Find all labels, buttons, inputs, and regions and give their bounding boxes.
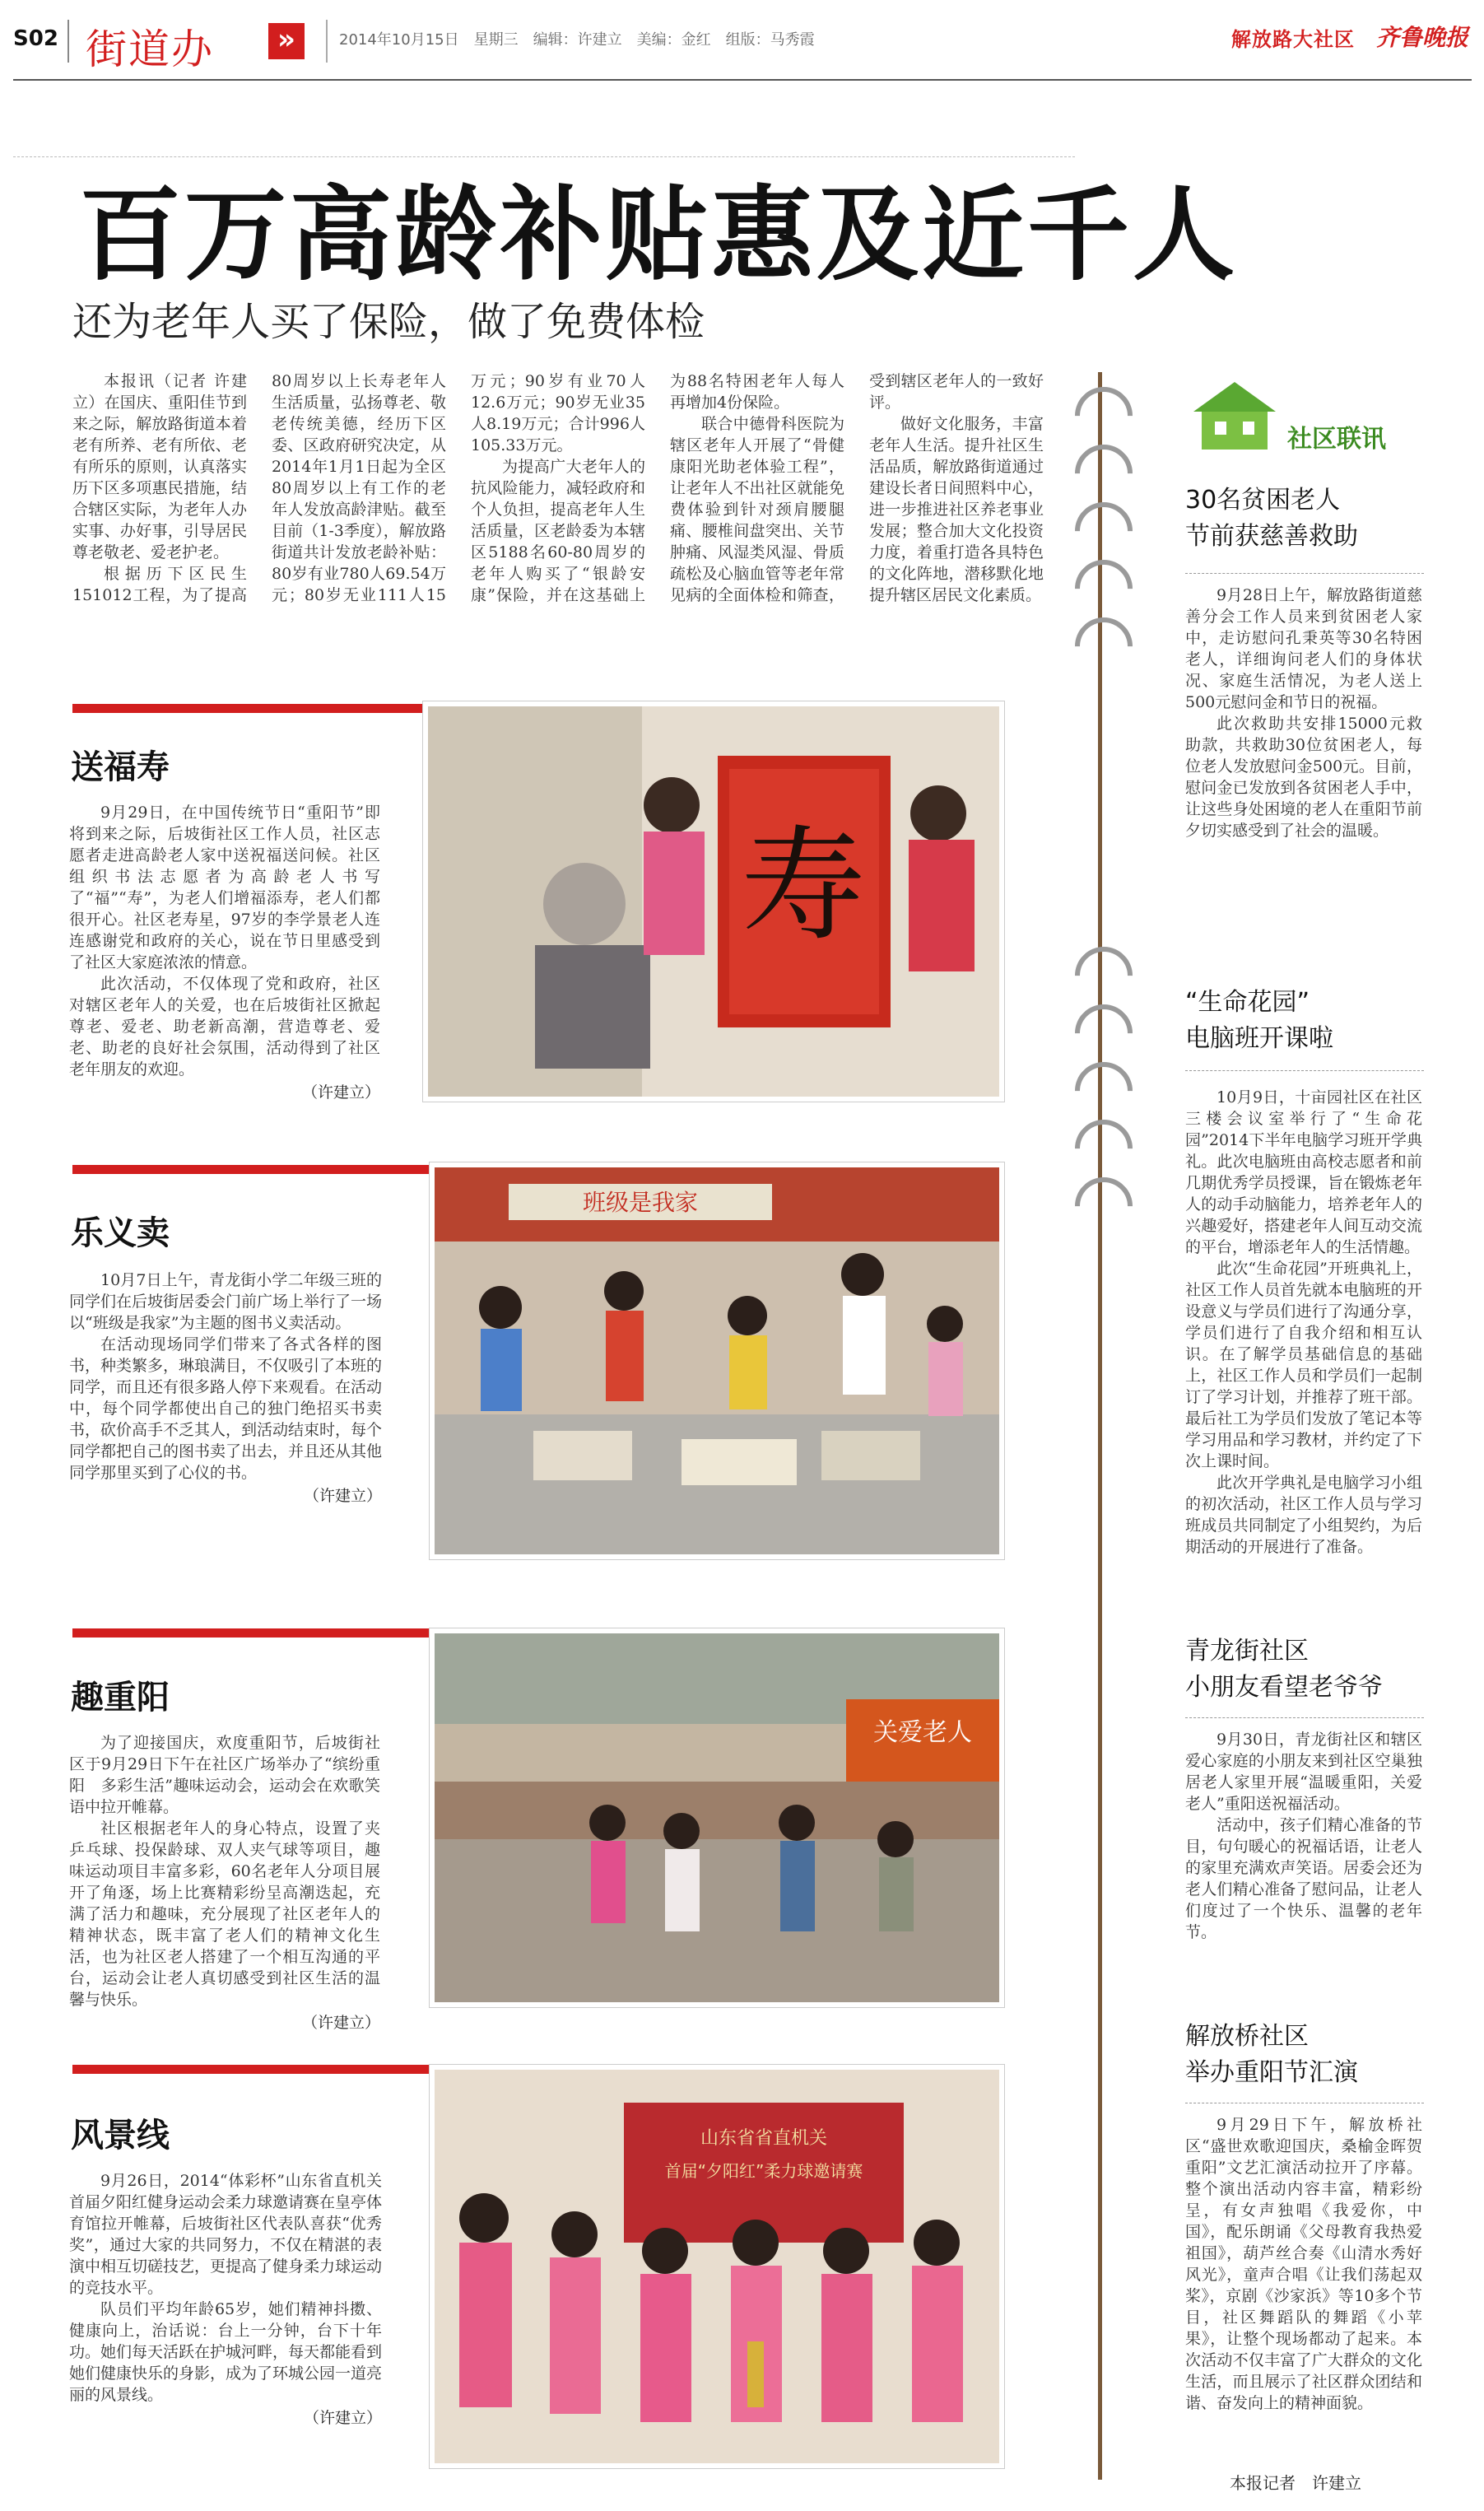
subheadline: 还为老年人买了保险，做了免费体检 bbox=[72, 299, 705, 345]
headline: 百万高龄补贴惠及近千人 bbox=[79, 176, 1239, 295]
byline: （许建立） bbox=[301, 1083, 380, 1102]
section-body-2 bbox=[69, 1269, 382, 1507]
photo-banner-text: 班级是我家 bbox=[582, 1189, 699, 1216]
header-rule-thin bbox=[13, 156, 1075, 158]
paragraph: 为了迎接国庆，欢度重阳节，后坡街社区于9月29日下午在社区广场举办了“缤纷重阳 多彩生活”趣味运动会，运动会在欢歌笑语中拉开帷幕。 bbox=[69, 1734, 380, 1816]
paragraph: 10月7日上午，青龙街小学二年级三班的同学们在后坡街居委会门前广场上举行了一场以“班级是我家”为主题的图书义卖活动。 bbox=[69, 1271, 383, 1332]
header-meta: 2014年10月15日 星期三 编辑：许建立 美编：金红 组版：马秀霞 bbox=[339, 31, 815, 49]
header-divider-left bbox=[67, 20, 69, 63]
section-body-3 bbox=[69, 1732, 380, 2033]
paragraph: 联合中德骨科医院为辖区老年人开展了“骨健康阳光助老体验工程”，让老年人不出社区就能免费体验到针对颈肩腰腿痛、腰椎间盘突出、关节肿痛、风湿类风湿、骨质疏松及心脑血管等老年常见病的全面体检和筛查，受到辖区老年人的一致好评。 bbox=[670, 372, 1044, 604]
section-title-1: 送福寿 bbox=[71, 748, 170, 786]
column-name: 解放路大社区 bbox=[1231, 28, 1355, 51]
side-rule-2 bbox=[1185, 1070, 1424, 1071]
paragraph: 社区根据老年人的身心特点，设置了夹乒乓球、投保龄球、双人夹气球等项目，趣味运动项目丰富多彩，60名老年人分项目展开了角逐，场上比赛精彩纷呈高潮迭起，充满了活力和趣味，充分展现了社区老年人的精神状态，既丰富了老人们的精神文化生活，也为社区老人搭建了一个相互沟通的平台，运动会让老人真切感受到社区生活的温馨与快乐。 bbox=[69, 1819, 380, 2009]
sidebar-byline: 本报记者 许建立 bbox=[1230, 2473, 1361, 2493]
paper-logo: 齐鲁晚报 bbox=[1376, 24, 1469, 51]
side-title-3: 青龙街社区 小朋友看望老爷爷 bbox=[1185, 1637, 1383, 1702]
photo-rouliqiu-team bbox=[430, 2065, 1004, 2468]
page-number: S02 bbox=[13, 26, 58, 51]
binding-ring bbox=[1063, 1166, 1145, 1247]
community-news-logo bbox=[1185, 379, 1399, 454]
paragraph: 根据历下区民生151012工程，为了提高80周岁以上长寿老年人生活质量，弘扬尊老、敬老传统美德，经历下区委、区政府研究决定，从2014年1月1日起为全区80周岁以上有工作的老年人发放高龄津贴。截至目前（1-3季度），解放路街道共计发放老龄补贴：80岁有业780人69.54万元；80岁无业111人15万元；90岁有业70人12.6万元；90岁无业35人8.19万元；合计996人105.33万元。 bbox=[72, 372, 645, 604]
binding-line bbox=[1098, 372, 1102, 2480]
paragraph: 9月30日，青龙街社区和辖区爱心家庭的小朋友来到社区空巢独居老人家里开展“温暖重阳，关爱老人”重阳送祝福活动。 bbox=[1185, 1731, 1422, 1813]
photo-event-banner-2: 首届“夕阳红”柔力球邀请赛 bbox=[664, 2161, 863, 2181]
paragraph: 10月9日，十亩园社区在社区三楼会议室举行了“生命花园”2014下半年电脑学习班开学典礼。此次电脑班由高校志愿者和前几期优秀学员授课，旨在锻炼老年人的动手动脑能力，培养老年人的兴趣爱好，搭建老年人间互动交流的平台，增添老年人的生活情趣。 bbox=[1185, 1088, 1422, 1256]
header-divider-mid bbox=[326, 20, 328, 63]
byline: （许建立） bbox=[303, 2409, 382, 2427]
paragraph: 9月26日，2014“体彩杯”山东省直机关首届夕阳红健身运动会柔力球邀请赛在皇亭体育馆拉开帷幕，后坡街社区代表队喜获“优秀奖”，通过大家的共同努力，不仅在精湛的表演中相互切磋技艺，更提高了健身柔力球运动的竞技水平。 bbox=[69, 2172, 383, 2297]
section-body-4 bbox=[69, 2170, 382, 2429]
section-title-4: 风景线 bbox=[71, 2117, 170, 2155]
header-rule bbox=[13, 79, 1472, 81]
photo-sign-text: 关爱老人 bbox=[873, 1718, 972, 1747]
side-rule-3 bbox=[1185, 1717, 1424, 1718]
section-name: 街道办 bbox=[86, 26, 214, 73]
side-title-2: “生命花园” 电脑班开课啦 bbox=[1185, 988, 1333, 1053]
photo-book-sale bbox=[430, 1162, 1004, 1559]
paragraph: 此次救助共安排15000元救助款，共救助30位贫困老人，每位老人发放慰问金500元。目前，慰问金已发放到各贫困老人手中，让这些身处困境的老人在重阳节前夕切实感受到了社会的温暖。 bbox=[1185, 715, 1422, 840]
side-title-4: 解放桥社区 举办重阳节汇演 bbox=[1185, 2022, 1358, 2087]
side-title-1: 30名贫困老人 节前获慈善救助 bbox=[1185, 486, 1358, 551]
paragraph: 此次活动，不仅体现了党和政府，社区对辖区老年人的关爱，也在后坡街社区掀起尊老、爱老、助老新高潮，营造尊老、爱老、助老的良好社会氛围，活动得到了社区老年朋友的欢迎。 bbox=[69, 975, 380, 1078]
paragraph: 队员们平均年龄65岁，她们精神抖擞、健康向上，治话说：台上一分钟，台下十年功。她们每天活跃在护城河畔，每天都能看到她们健康快乐的身影，成为了环城公园一道亮丽的风景线。 bbox=[69, 2300, 383, 2404]
section-title-3: 趣重阳 bbox=[71, 1679, 170, 1717]
binding-ring bbox=[1063, 606, 1145, 687]
paragraph: 9月28日上午，解放路街道慈善分会工作人员来到贫困老人家中，走访慰问孔秉英等30名特困老人，详细询问老人们的身体状况、家庭生活情况，为老人送上500元慰问金和节日的祝福。 bbox=[1185, 586, 1422, 711]
lead-article bbox=[72, 370, 1044, 667]
side-rule-1 bbox=[1185, 573, 1424, 574]
paragraph: 活动中，孩子们精心准备的节目，句句暖心的祝福话语，让老人的家里充满欢声笑语。居委会还为老人们精心准备了慰问品，让老人们度过了一个快乐、温馨的老年节。 bbox=[1185, 1816, 1422, 1941]
side-body-1 bbox=[1185, 585, 1422, 841]
paragraph: 9月29日下午，解放桥社区“盛世欢歌迎国庆，桑榆金晖贺重阳”文艺汇演活动拉开了序幕。整个演出活动内容丰富，精彩纷呈，有女声独唱《我爱你，中国》，配乐朗诵《父母教育我热爱祖国》，葫芦丝合奏《山清水秀好风光》，童声合唱《让我们荡起双桨》，京剧《沙家浜》等10多个节目，社区舞蹈队的舞蹈《小苹果》，让整个现场都动了起来。本次活动不仅丰富了广大群众的文化生活，而且展示了社区群众团结和谐、奋发向上的精神面貌。 bbox=[1185, 2116, 1422, 2412]
community-news-label: 社区联讯 bbox=[1287, 425, 1386, 454]
paragraph: 为提高广大老年人的抗风险能力，减轻政府和个人负担，提高老年人生活质量，区老龄委为本辖区5188名60-80周岁的老年人购买了“银龄安康”保险，并在这基础上为88名特困老年人每人再增加4份保险。 bbox=[471, 372, 844, 604]
byline: （许建立） bbox=[303, 1487, 382, 1505]
paragraph: 本报讯（记者 许建立）在国庆、重阳佳节到来之际，解放路街道本着老有所养、老有所依、老有所乐的原则，认真落实历下区多项惠民措施，结合辖区实际，为老年人办实事、办好事，引导居民尊老敬老、爱老护老。 bbox=[72, 372, 247, 561]
paragraph: 9月29日，在中国传统节日“重阳节”即将到来之际，后坡街社区工作人员，社区志愿者走进高龄老人家中送祝福送问候。社区组织书法志愿者为高龄老人书写了“福”“寿”，为老人们增福添寿，老人们都很开心。社区老寿星，97岁的李学景老人连连感谢党和政府的关心，说在节日里感受到了社区大家庭浓浓的情意。 bbox=[69, 804, 380, 971]
photo-event-banner: 山东省省直机关 bbox=[700, 2128, 828, 2149]
side-body-2 bbox=[1185, 1087, 1422, 1558]
paragraph: 在活动现场同学们带来了各式各样的图书，种类繁多，琳琅满目，不仅吸引了本班的同学，而且还有很多路人停下来观看。在活动中，每个同学都使出自己的独门绝招买书卖书，砍价高手不乏其人，到活动结束时，每个同学都把自己的图书卖了出去，并且还从其他同学那里买到了心仪的书。 bbox=[69, 1335, 383, 1482]
side-body-3 bbox=[1185, 1729, 1422, 1943]
photo-calligraphy-char: 寿 bbox=[741, 815, 866, 958]
paragraph: 做好文化服务，丰富老年人生活。提升社区生活品质，解放路街道通过建设长者日间照料中心，进一步推进社区养老事业发展；整合加大文化投资力度，着重打造各具特色的文化阵地，潜移默化地提升辖区居民文化素质。 bbox=[869, 415, 1044, 604]
byline: （许建立） bbox=[301, 2014, 380, 2032]
paragraph: 此次开学典礼是电脑学习小组的初次活动，社区工作人员与学习班成员共同制定了小组契约，为后期活动的开展进行了准备。 bbox=[1185, 1474, 1422, 1556]
photo-longevity-calligraphy bbox=[423, 701, 1004, 1102]
photo-sports-meet bbox=[430, 1628, 1004, 2007]
section-body-1 bbox=[69, 802, 380, 1103]
section-title-2: 乐义卖 bbox=[71, 1214, 170, 1252]
side-body-4 bbox=[1185, 2114, 1422, 2414]
paragraph: 此次“生命花园”开班典礼上，社区工作人员首先就本电脑班的开设意义与学员们进行了沟通分享，学员们进行了自我介绍和相互认识。在了解学员基础信息的基础上，社区工作人员和学员们一起制订了学习计划，并推荐了班干部。最后社工为学员们发放了笔记本等学习用品和学习教材，并约定了下次上课时间。 bbox=[1185, 1260, 1422, 1470]
section-arrow-badge: » bbox=[268, 23, 305, 59]
